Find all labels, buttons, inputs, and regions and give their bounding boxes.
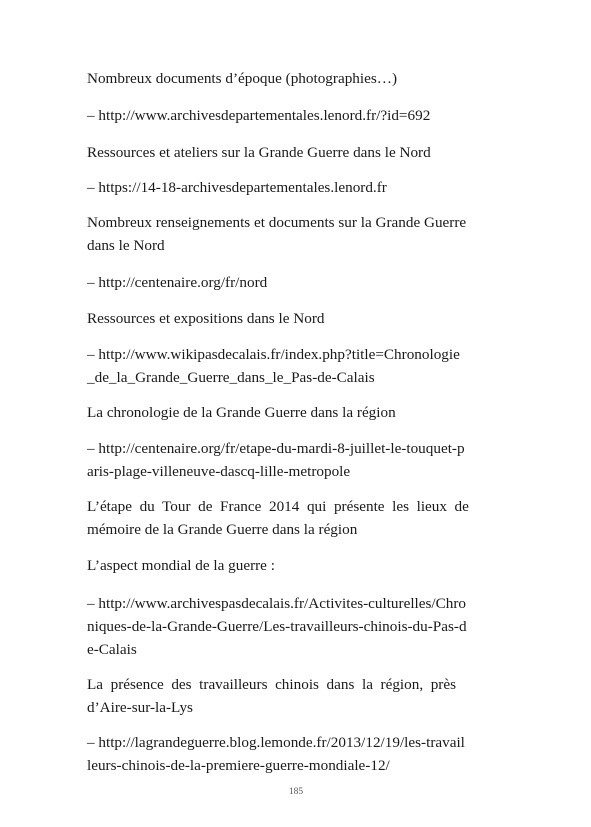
text-line: d’Aire-sur-la-Lys [87,699,193,716]
document-page [87,0,505,827]
text-line[interactable]: leurs-chinois-de-la-premiere-guerre-mondiale-12/ [87,757,390,774]
text-line: Nombreux documents d’époque (photographies…) [87,70,398,87]
text-line[interactable]: niques-de-la-Grande-Guerre/Les-travailleurs-chinois-du-Pas-d [87,618,467,635]
paragraph-tour-de-france [87,495,505,541]
text-line: Ressources et ateliers sur la Grande Guerre dans le Nord [87,144,431,161]
link-centenaire-etape[interactable] [87,437,505,483]
text-line: La chronologie de la Grande Guerre dans la région [87,404,396,421]
text-line[interactable]: _de_la_Grande_Guerre_dans_le_Pas-de-Calais [87,369,375,386]
text-line[interactable]: – https://14-18-archivesdepartementales.lenord.fr [87,179,387,196]
paragraph-chronology [87,401,505,424]
paragraph-resources-expositions [87,307,505,330]
paragraph-resources-workshops [87,141,505,164]
page-number: 185 [288,787,304,797]
text-line[interactable]: – http://www.archivespasdecalais.fr/Activites-culturelles/Chro [87,595,467,612]
text-line[interactable]: – http://www.wikipasdecalais.fr/index.php?title=Chronologie [87,346,460,363]
text-line: Nombreux renseignements et documents sur la Grande Guerre [87,214,467,231]
link-centenaire-nord[interactable] [87,271,505,294]
link-archives-nord[interactable] [87,104,505,127]
text-line[interactable]: – http://centenaire.org/fr/nord [87,274,268,291]
text-line[interactable]: – http://www.archivesdepartementales.lenord.fr/?id=692 [87,107,431,124]
text-line[interactable]: e-Calais [87,641,137,658]
text-line: mémoire de la Grande Guerre dans la région [87,521,358,538]
text-line: L’étape du Tour de France 2014 qui présente les lieux de [87,498,469,515]
text-line: La présence des travailleurs chinois dans la région, près [87,676,457,693]
text-line: L’aspect mondial de la guerre : [87,557,275,574]
text-line: dans le Nord [87,237,165,254]
link-archivespasdecalais[interactable] [87,592,505,661]
link-14-18-archives[interactable] [87,176,505,199]
link-lagrandeguerre-blog[interactable] [87,731,505,777]
text-line[interactable]: aris-plage-villeneuve-dascq-lille-metropole [87,463,351,480]
paragraph-contemporary-documents [87,67,505,90]
text-line[interactable]: – http://lagrandeguerre.blog.lemonde.fr/2013/12/19/les-travail [87,734,465,751]
heading-world-aspect [87,554,505,577]
text-line[interactable]: – http://centenaire.org/fr/etape-du-mardi-8-juillet-le-touquet-p [87,440,465,457]
link-wikipasdecalais[interactable] [87,343,505,389]
text-line: Ressources et expositions dans le Nord [87,310,325,327]
paragraph-numerous-information [87,211,505,257]
paragraph-chinese-workers [87,673,505,719]
